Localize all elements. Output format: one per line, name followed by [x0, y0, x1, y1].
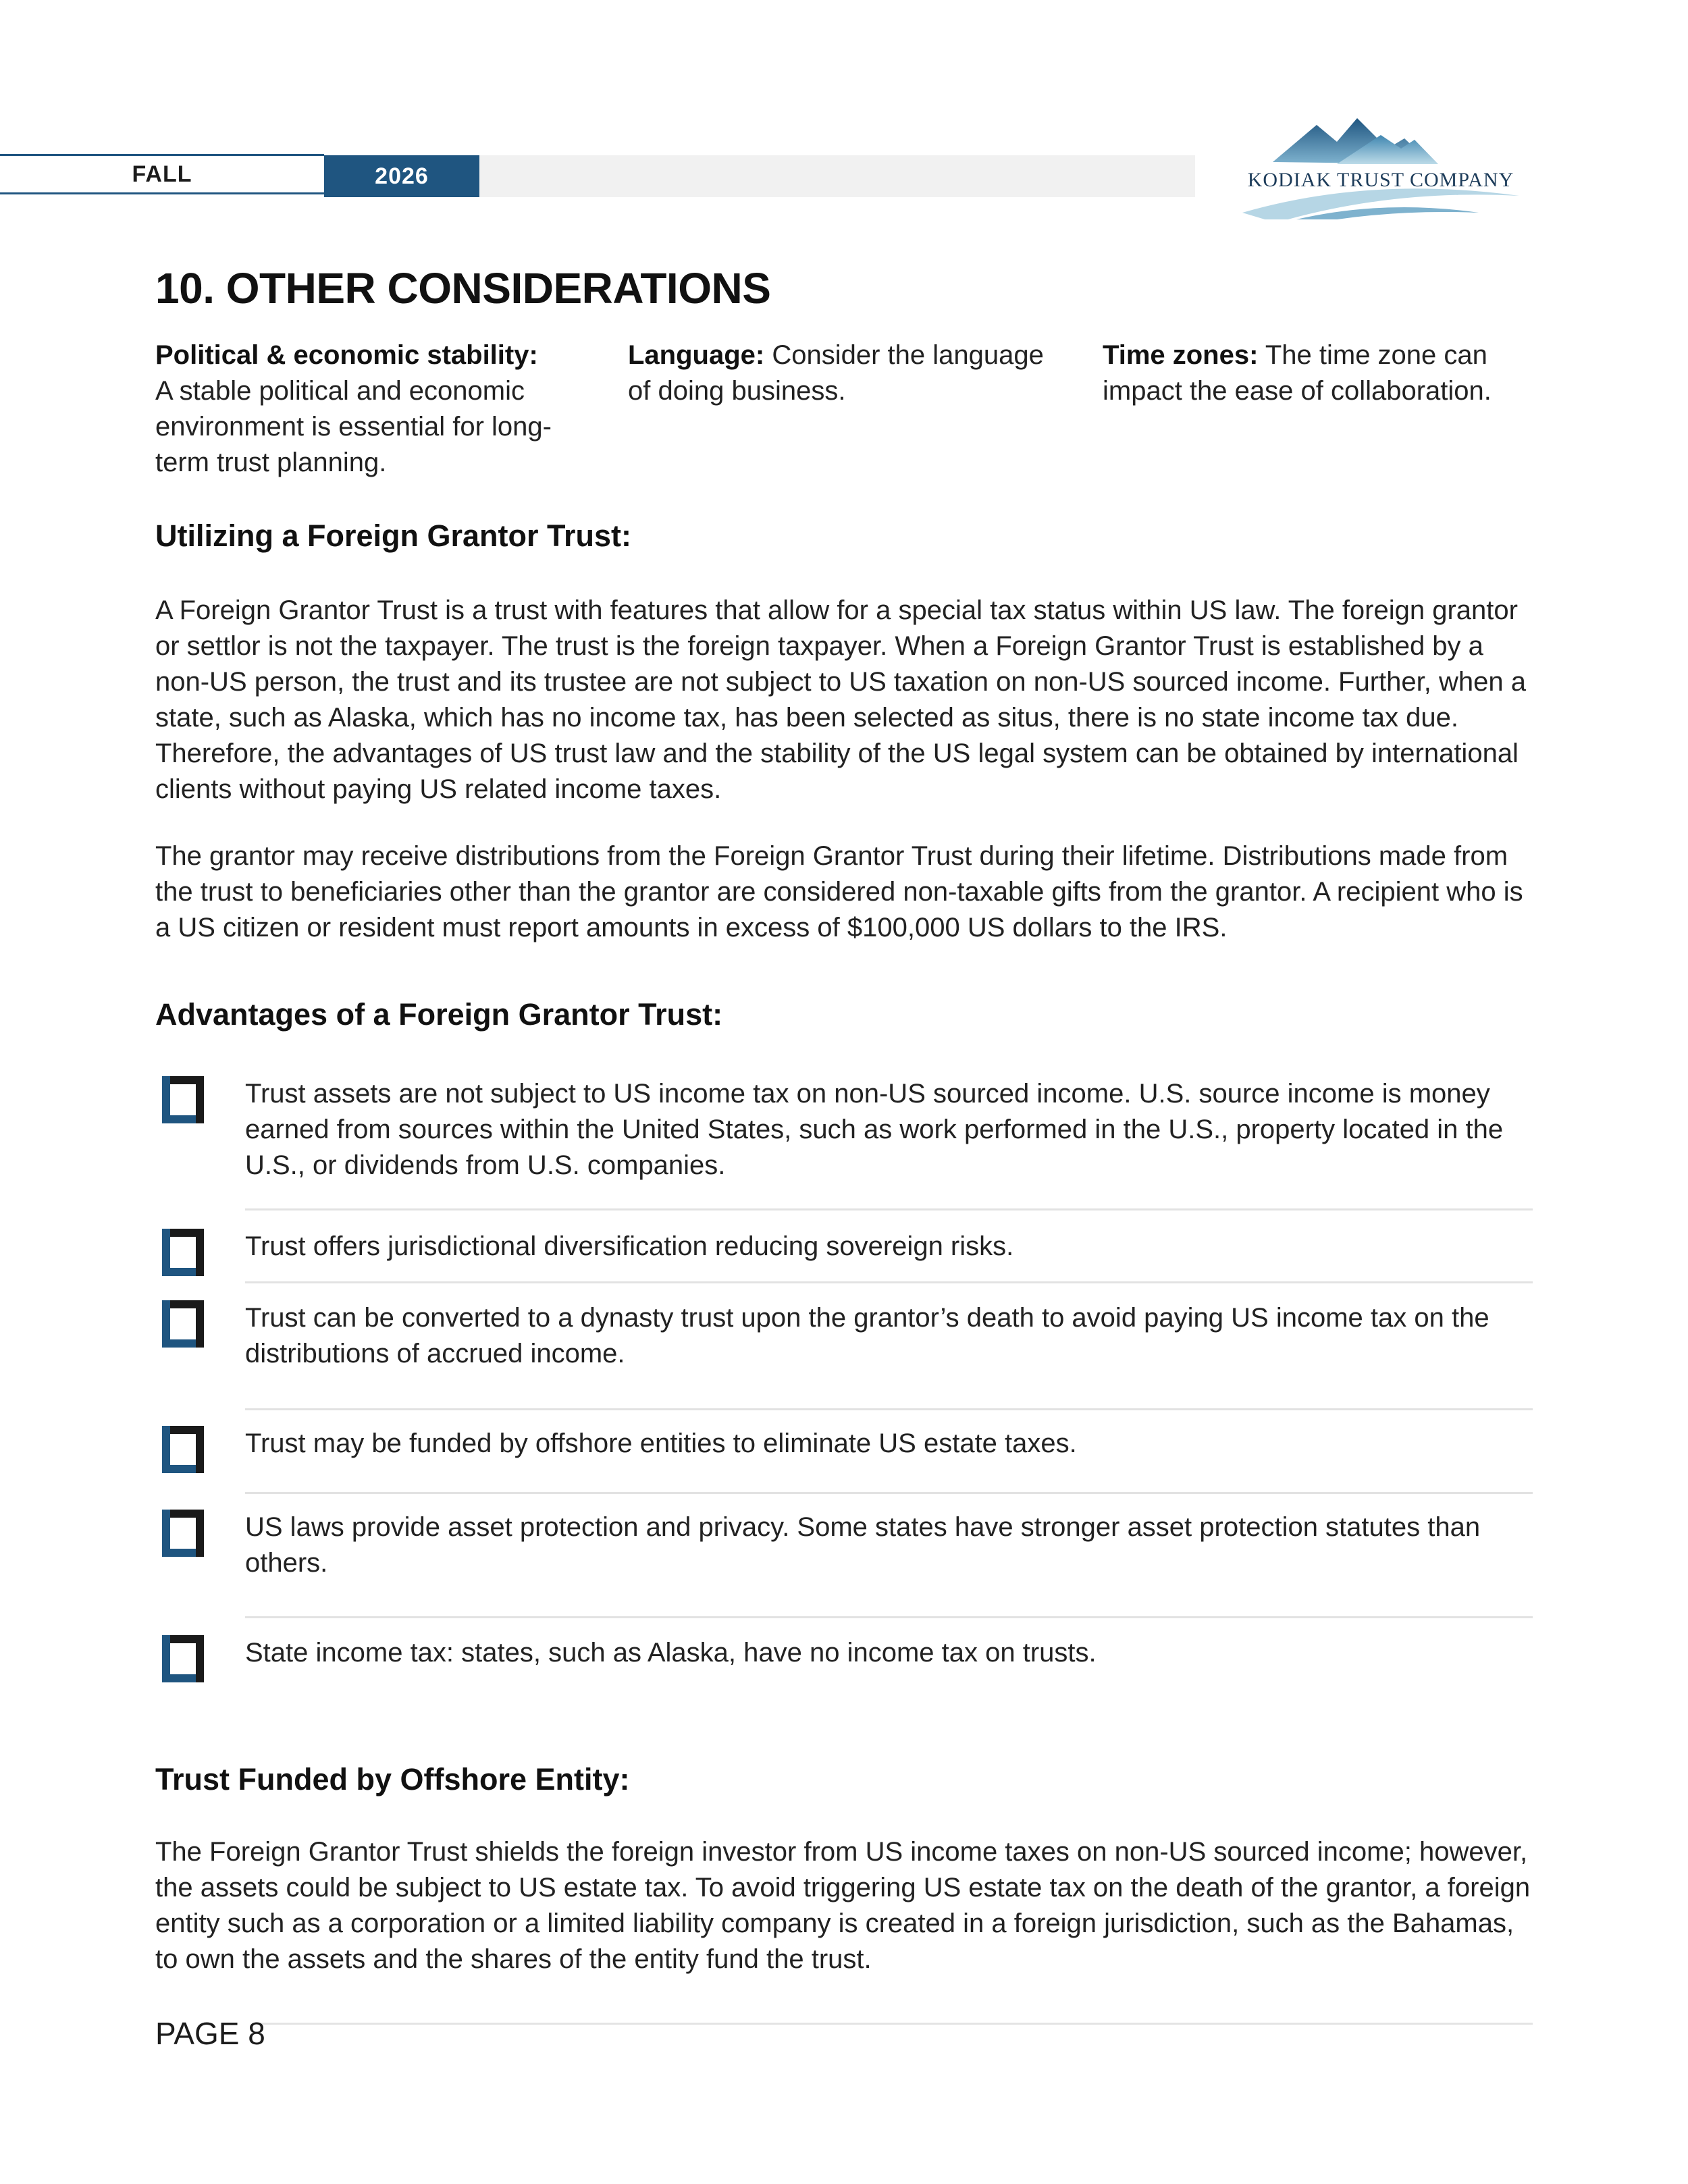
divider	[245, 1616, 1533, 1618]
divider	[245, 1208, 1533, 1210]
issue-season: FALL	[132, 161, 192, 187]
bracket-square-icon	[162, 1229, 204, 1276]
company-logo-text: KODIAK TRUST COMPANY	[1247, 169, 1514, 191]
bracket-square-icon	[162, 1426, 204, 1473]
advantage-text: Trust may be funded by offshore entities to eliminate US estate taxes.	[245, 1429, 1077, 1458]
advantage-text: Trust offers jurisdictional diversification reducing sovereign risks.	[245, 1231, 1014, 1261]
section-heading-offshore: Trust Funded by Offshore Entity:	[155, 1762, 630, 1796]
advantage-text: Trust assets are not subject to US income tax on non-US sourced income. U.S. source income is money earned from sources within the United States, such as work performed in the U.S., property located in the U.S., or dividends from U.S. companies.	[245, 1079, 1504, 1180]
bracket-square-icon	[162, 1300, 204, 1348]
divider	[245, 1281, 1533, 1283]
issue-year: 2026	[324, 155, 479, 197]
page-number: PAGE 8	[155, 2016, 265, 2051]
bracket-square-icon	[162, 1510, 204, 1557]
paragraph: A Foreign Grantor Trust is a trust with features that allow for a special tax status within US law. The foreign grantor or settlor is not the taxpayer. The trust is the foreign taxpayer. When a Foreign Grantor Trust is established by a non-US person, the trust and its trustee are not subject to US taxation on non-US sourced income. Further, when a state, such as Alaska, which has no income tax, has been selected as situs, there is no state income tax due. Therefore, the advantages of US trust law and the stability of the US legal system can be obtained by international clients without paying US related income taxes.	[155, 595, 1526, 804]
consideration-text: Consider the language of doing business.	[628, 340, 1044, 406]
advantage-text: US laws provide asset protection and privacy. Some states have stronger asset protection statutes than others.	[245, 1512, 1481, 1578]
divider	[245, 1408, 1533, 1410]
section-heading-advantages: Advantages of a Foreign Grantor Trust:	[155, 997, 723, 1032]
paragraph: The Foreign Grantor Trust shields the foreign investor from US income taxes on non-US sourced income; however, the assets could be subject to US estate tax. To avoid triggering US estate tax on the death of the grantor, a foreign entity such as a corporation or a limited liability company is created in a foreign jurisdiction, such as the Bahamas, to own the assets and the shares of the entity fund the trust.	[155, 1837, 1531, 1974]
consideration-label: Language:	[628, 340, 765, 370]
consideration-label: Time zones:	[1103, 340, 1259, 370]
section-heading-utilizing: Utilizing a Foreign Grantor Trust:	[155, 518, 632, 553]
bracket-square-icon	[162, 1076, 204, 1123]
bracket-square-icon	[162, 1635, 204, 1682]
page-title: 10. OTHER CONSIDERATIONS	[155, 264, 771, 313]
consideration-political	[155, 338, 587, 481]
consideration-text: A stable political and economic environment is essential for long-term trust planning.	[155, 376, 552, 477]
divider	[245, 1492, 1533, 1494]
consideration-language	[628, 338, 1047, 409]
advantage-text: State income tax: states, such as Alaska, have no income tax on trusts.	[245, 1638, 1097, 1668]
footer-rule	[257, 2023, 1533, 2025]
consideration-label: Political & economic stability:	[155, 340, 538, 370]
mountain-logo-icon	[1236, 111, 1526, 219]
paragraph: The grantor may receive distributions from the Foreign Grantor Trust during their lifetime. Distributions made from the trust to beneficiaries other than the grantor are considered non-taxable gifts from the grantor. A recipient who is a US citizen or resident must report amounts in excess of $100,000 US dollars to the IRS.	[155, 841, 1523, 942]
consideration-text: The time zone can impact the ease of collaboration.	[1103, 340, 1492, 406]
advantage-text: Trust can be converted to a dynasty trust upon the grantor’s death to avoid paying US income tax on the distributions of accrued income.	[245, 1303, 1489, 1368]
header-band	[479, 155, 1195, 197]
consideration-time-zones	[1103, 338, 1535, 409]
